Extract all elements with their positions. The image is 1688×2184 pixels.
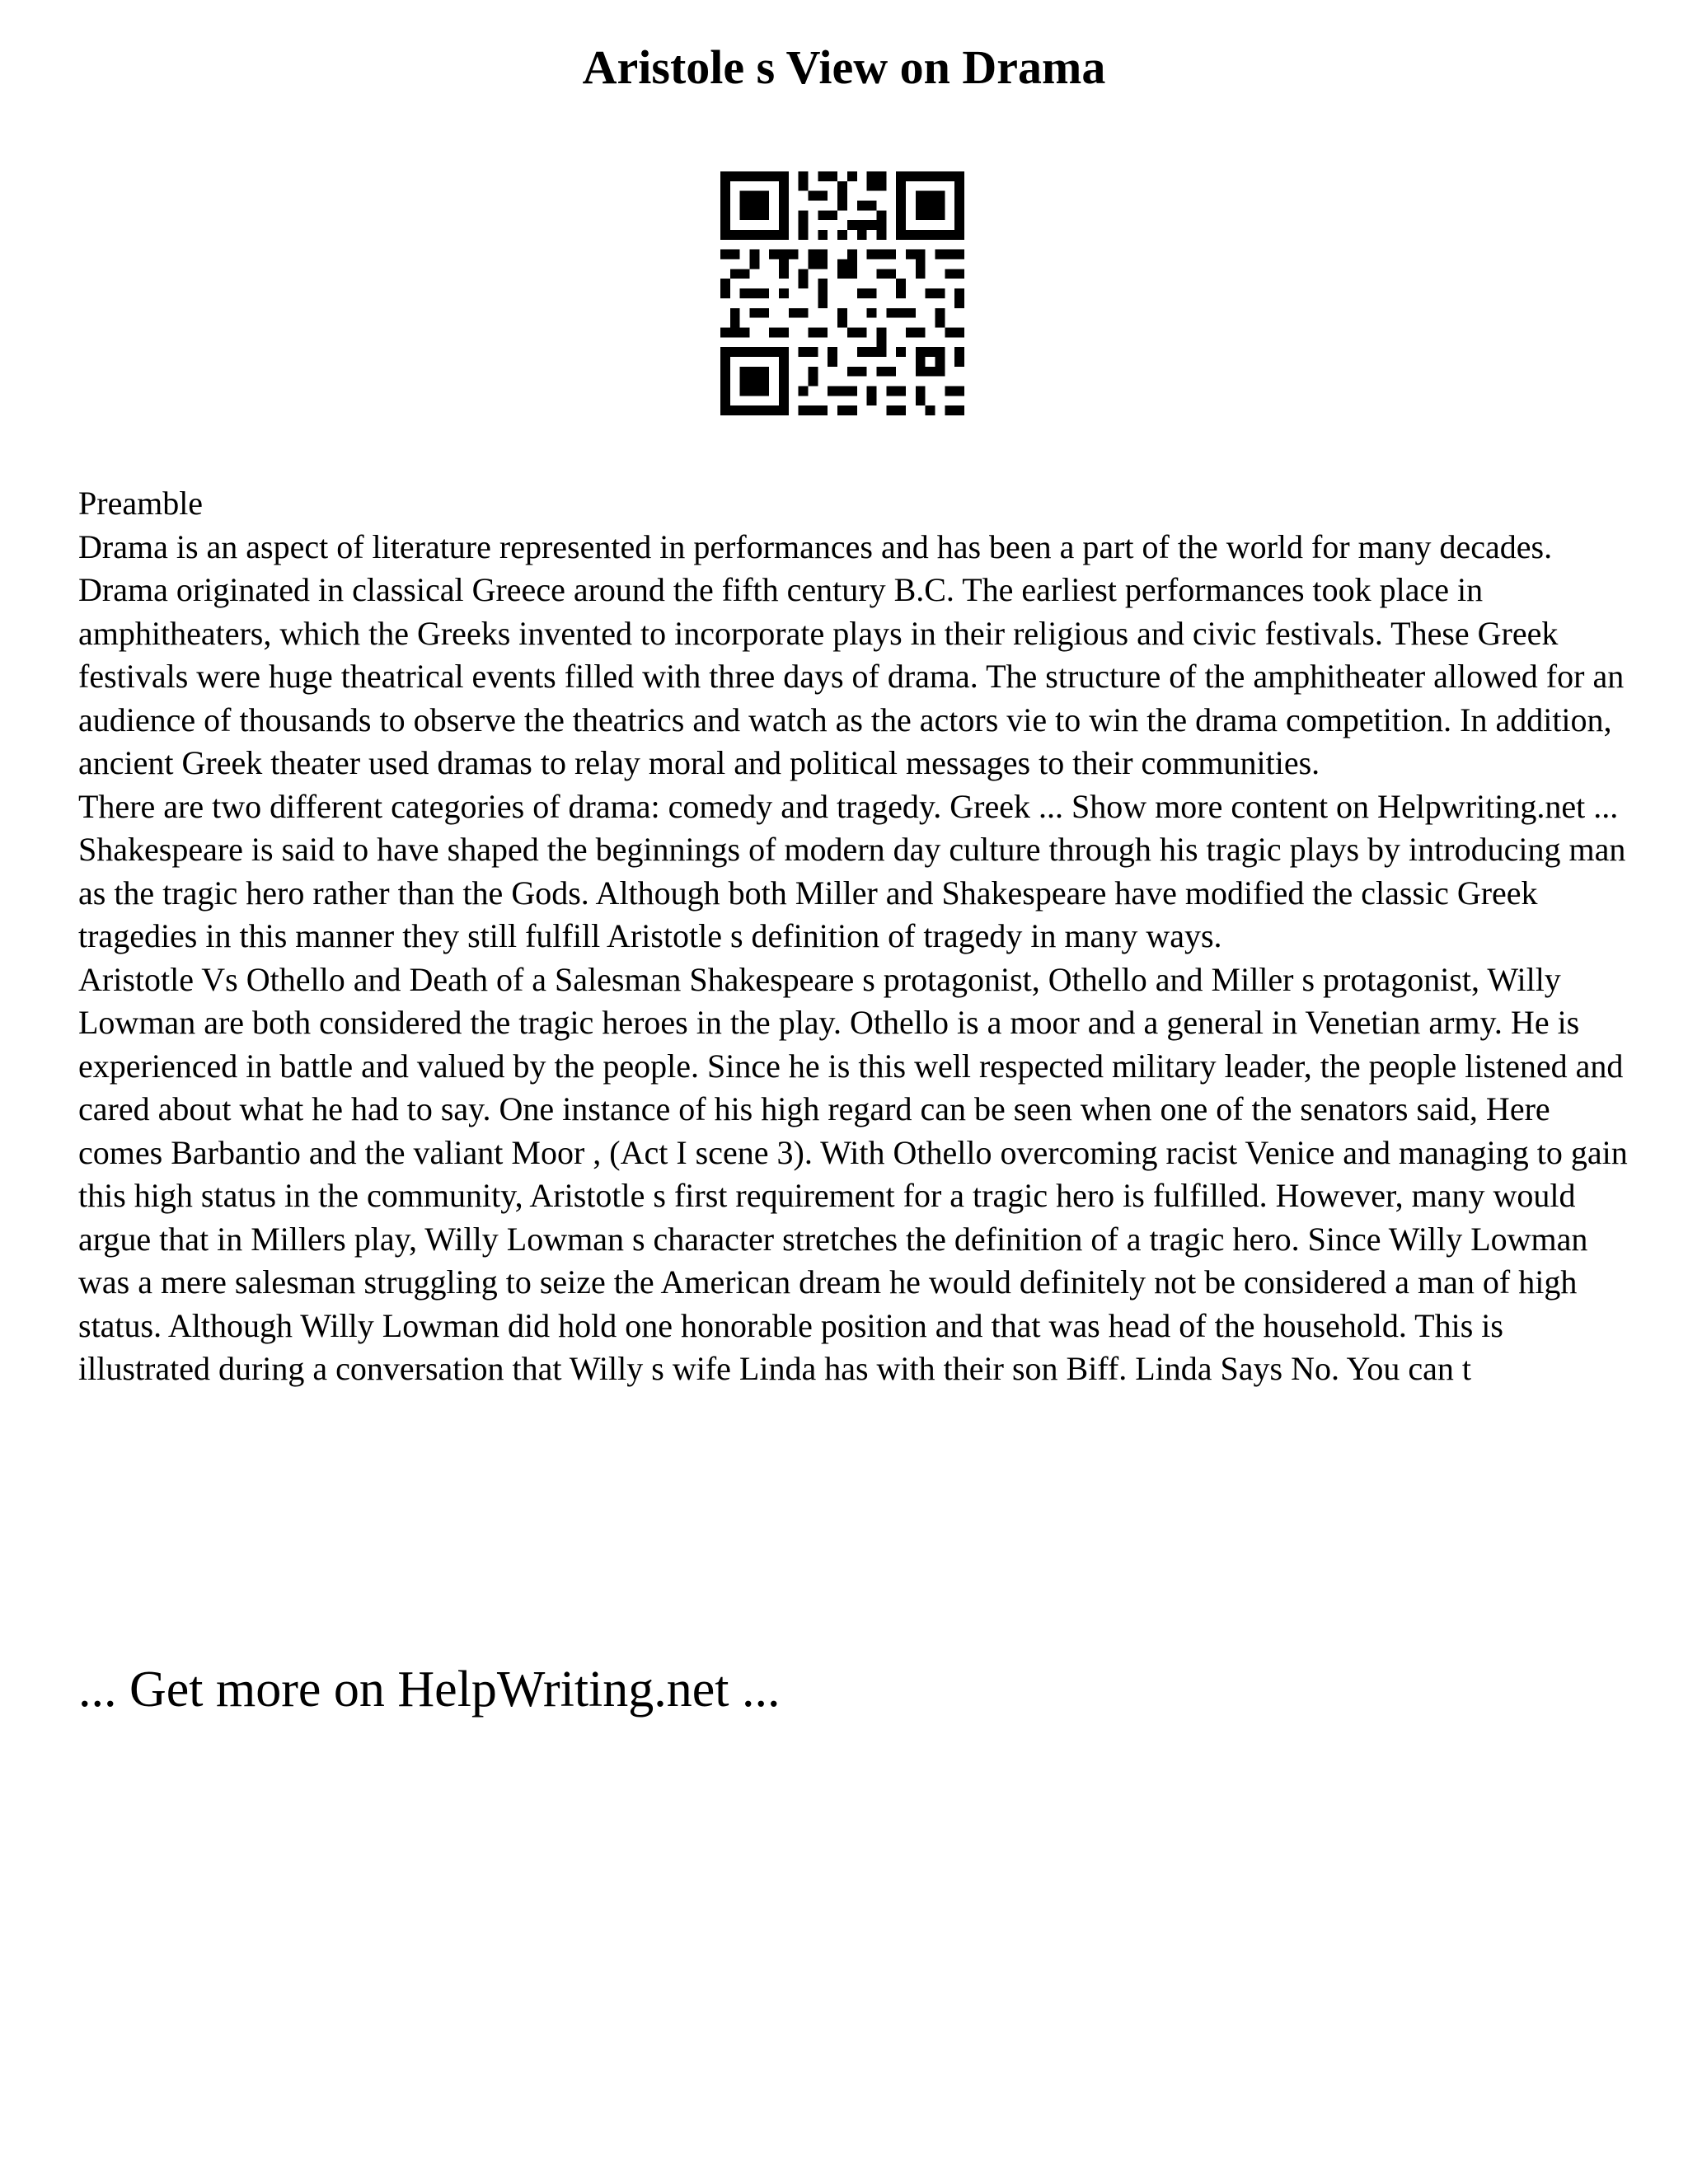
paragraph-categories: There are two different categories of drama: comedy and tragedy. Greek ... Show more content on Helpwriting.net ... [78,787,1619,825]
paragraph-preamble: Preamble [78,485,204,522]
document-body [78,482,1628,1391]
paragraph-othello: Aristotle Vs Othello and Death of a Salesman Shakespeare s protagonist, Othello and Miller s protagonist, Willy Lowman are both considered the tragic heroes in the play. Othello is a moor and a general in Venetian army. He is experienced in battle and valued by the people. Since he is this well respected military leader, the people listened and cared about what he had to say. One instance of his high regard can be seen when one of the senators said, Here comes Barbantio and the valiant Moor , (Act I scene 3). With Othello overcoming racist Venice and managing to gain this high status in the community, Aristotle s first requirement for a tragic hero is fulfilled. However, many would argue that in Millers play, Willy Lowman s character stretches the definition of a tragic hero. Since Willy Lowman was a mere salesman struggling to seize the American dream he would definitely not be considered a man of high status. Although Willy Lowman did hold one honorable position and that was head of the household. This is illustrated during a conversation that Willy s wife Linda has with their son Biff. Linda Says No. You can t [78,960,1628,1387]
document-title: Aristole s View on Drama [582,40,1106,94]
get-more-link[interactable]: ... Get more on HelpWriting.net ... [78,1661,781,1718]
paragraph-intro: Drama is an aspect of literature represented in performances and has been a part of the world for many decades. Drama originated in classical Greece around the fifth century B.C. The earliest performances took place in amphitheaters, which the Greeks invented to incorporate plays in their religious and civic festivals. These Greek festivals were huge theatrical events filled with three days of drama. The structure of the amphitheater allowed for an audience of thousands to observe the theatrics and watch as the actors vie to win the drama competition. In addition, ancient Greek theater used dramas to relay moral and political messages to their communities. [78,527,1625,781]
qr-code-icon [720,171,964,415]
paragraph-shakespeare: Shakespeare is said to have shaped the beginnings of modern day culture through his tragic plays by introducing man as the tragic hero rather than the Gods. Although both Miller and Shakespeare have modified the classic Greek tragedies in this manner they still fulfill Aristotle s definition of tragedy in many ways. [78,831,1626,954]
